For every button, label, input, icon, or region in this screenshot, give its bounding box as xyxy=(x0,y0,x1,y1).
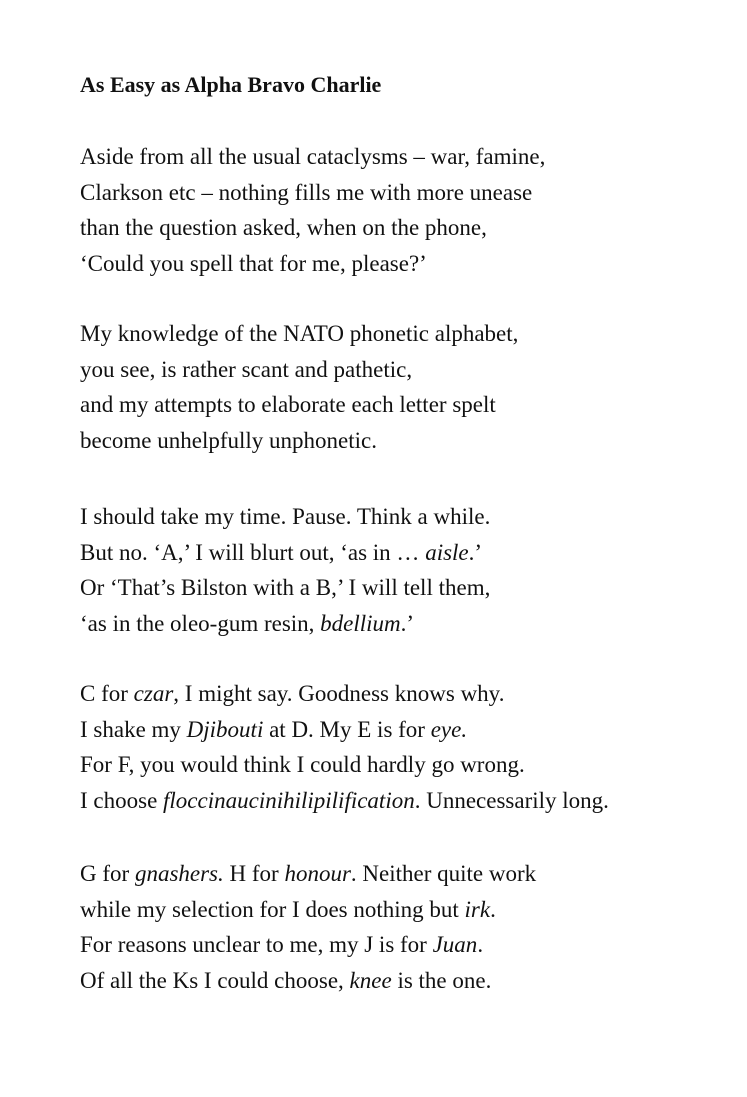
line-text: at D. My E is for xyxy=(263,716,431,742)
poem-line xyxy=(80,175,545,211)
line-text: Of all the Ks I could choose, xyxy=(80,968,350,994)
poem-line xyxy=(80,892,536,928)
line-text: and my attempts to elaborate each letter spelt xyxy=(80,392,496,418)
poem-line xyxy=(80,210,545,246)
italic-text: irk xyxy=(464,896,491,922)
line-text: you see, is rather scant and pathetic, xyxy=(80,356,413,382)
line-text: ‘Could you spell that for me, please?’ xyxy=(80,251,427,277)
poem-line xyxy=(80,387,518,423)
poem-line xyxy=(80,570,490,606)
poem-title: As Easy as Alpha Bravo Charlie xyxy=(80,72,382,97)
italic-text: gnashers. xyxy=(134,861,224,886)
poem-line xyxy=(80,712,609,748)
line-text: H for xyxy=(223,861,285,886)
line-text: , I might say. Goodness knows why. xyxy=(173,681,505,706)
line-text: . xyxy=(477,932,484,958)
line-text: But no. ‘A,’ I will blurt out, ‘as in … xyxy=(80,539,426,565)
italic-text: eye. xyxy=(430,716,468,742)
stanza-4 xyxy=(80,676,609,819)
line-text: I shake my xyxy=(80,716,187,742)
poem-line xyxy=(80,352,518,388)
line-text: I choose xyxy=(80,788,164,814)
poem-line xyxy=(80,499,490,535)
poem-line xyxy=(80,856,536,892)
italic-text: knee xyxy=(349,968,392,994)
line-text: is the one. xyxy=(391,968,492,994)
italic-text: floccinaucinihilipilification xyxy=(163,788,415,814)
poem-line xyxy=(80,676,609,712)
poem-line xyxy=(80,963,536,999)
poem-line xyxy=(80,246,545,282)
poem-line xyxy=(80,606,490,642)
stanza-1 xyxy=(80,139,545,282)
line-text: than the question asked, when on the phone, xyxy=(80,215,487,241)
line-text: For F, you would think I could hardly go wrong. xyxy=(80,752,525,778)
italic-text: aisle xyxy=(425,539,469,565)
line-text: Clarkson etc – nothing fills me with more unease xyxy=(80,179,533,205)
line-text: . xyxy=(490,896,496,922)
line-text: while my selection for I does nothing but xyxy=(80,896,465,922)
line-text: C for xyxy=(80,681,134,706)
italic-text: Djibouti xyxy=(186,716,264,742)
italic-text: Juan xyxy=(432,932,478,958)
line-text: . Neither quite work xyxy=(350,861,537,886)
italic-text: honour xyxy=(284,861,351,886)
poem-line xyxy=(80,783,609,819)
line-text: ‘as in the oleo-gum resin, xyxy=(80,611,321,637)
poem-line xyxy=(80,927,536,963)
line-text: My knowledge of the NATO phonetic alphabet, xyxy=(80,321,519,346)
line-text: Or ‘That’s Bilston with a B,’ I will tell them, xyxy=(80,575,491,601)
stanza-3 xyxy=(80,499,490,642)
line-text: For reasons unclear to me, my J is for xyxy=(80,932,433,958)
line-text: . Unnecessarily long. xyxy=(414,788,609,814)
line-text: G for xyxy=(80,861,135,886)
poem-line xyxy=(80,139,545,175)
stanza-5 xyxy=(80,856,536,999)
stanza-2 xyxy=(80,316,518,459)
line-text: become unhelpfully unphonetic. xyxy=(80,428,378,454)
poem-line xyxy=(80,535,490,571)
line-text: .’ xyxy=(400,611,415,637)
poem-line xyxy=(80,747,609,783)
poem-line xyxy=(80,423,518,459)
line-text: Aside from all the usual cataclysms – war, famine, xyxy=(80,144,546,169)
italic-text: czar xyxy=(133,681,174,706)
poem-line xyxy=(80,316,518,352)
line-text: .’ xyxy=(468,539,483,565)
italic-text: bdellium xyxy=(320,611,401,637)
line-text: I should take my time. Pause. Think a while. xyxy=(80,504,491,529)
